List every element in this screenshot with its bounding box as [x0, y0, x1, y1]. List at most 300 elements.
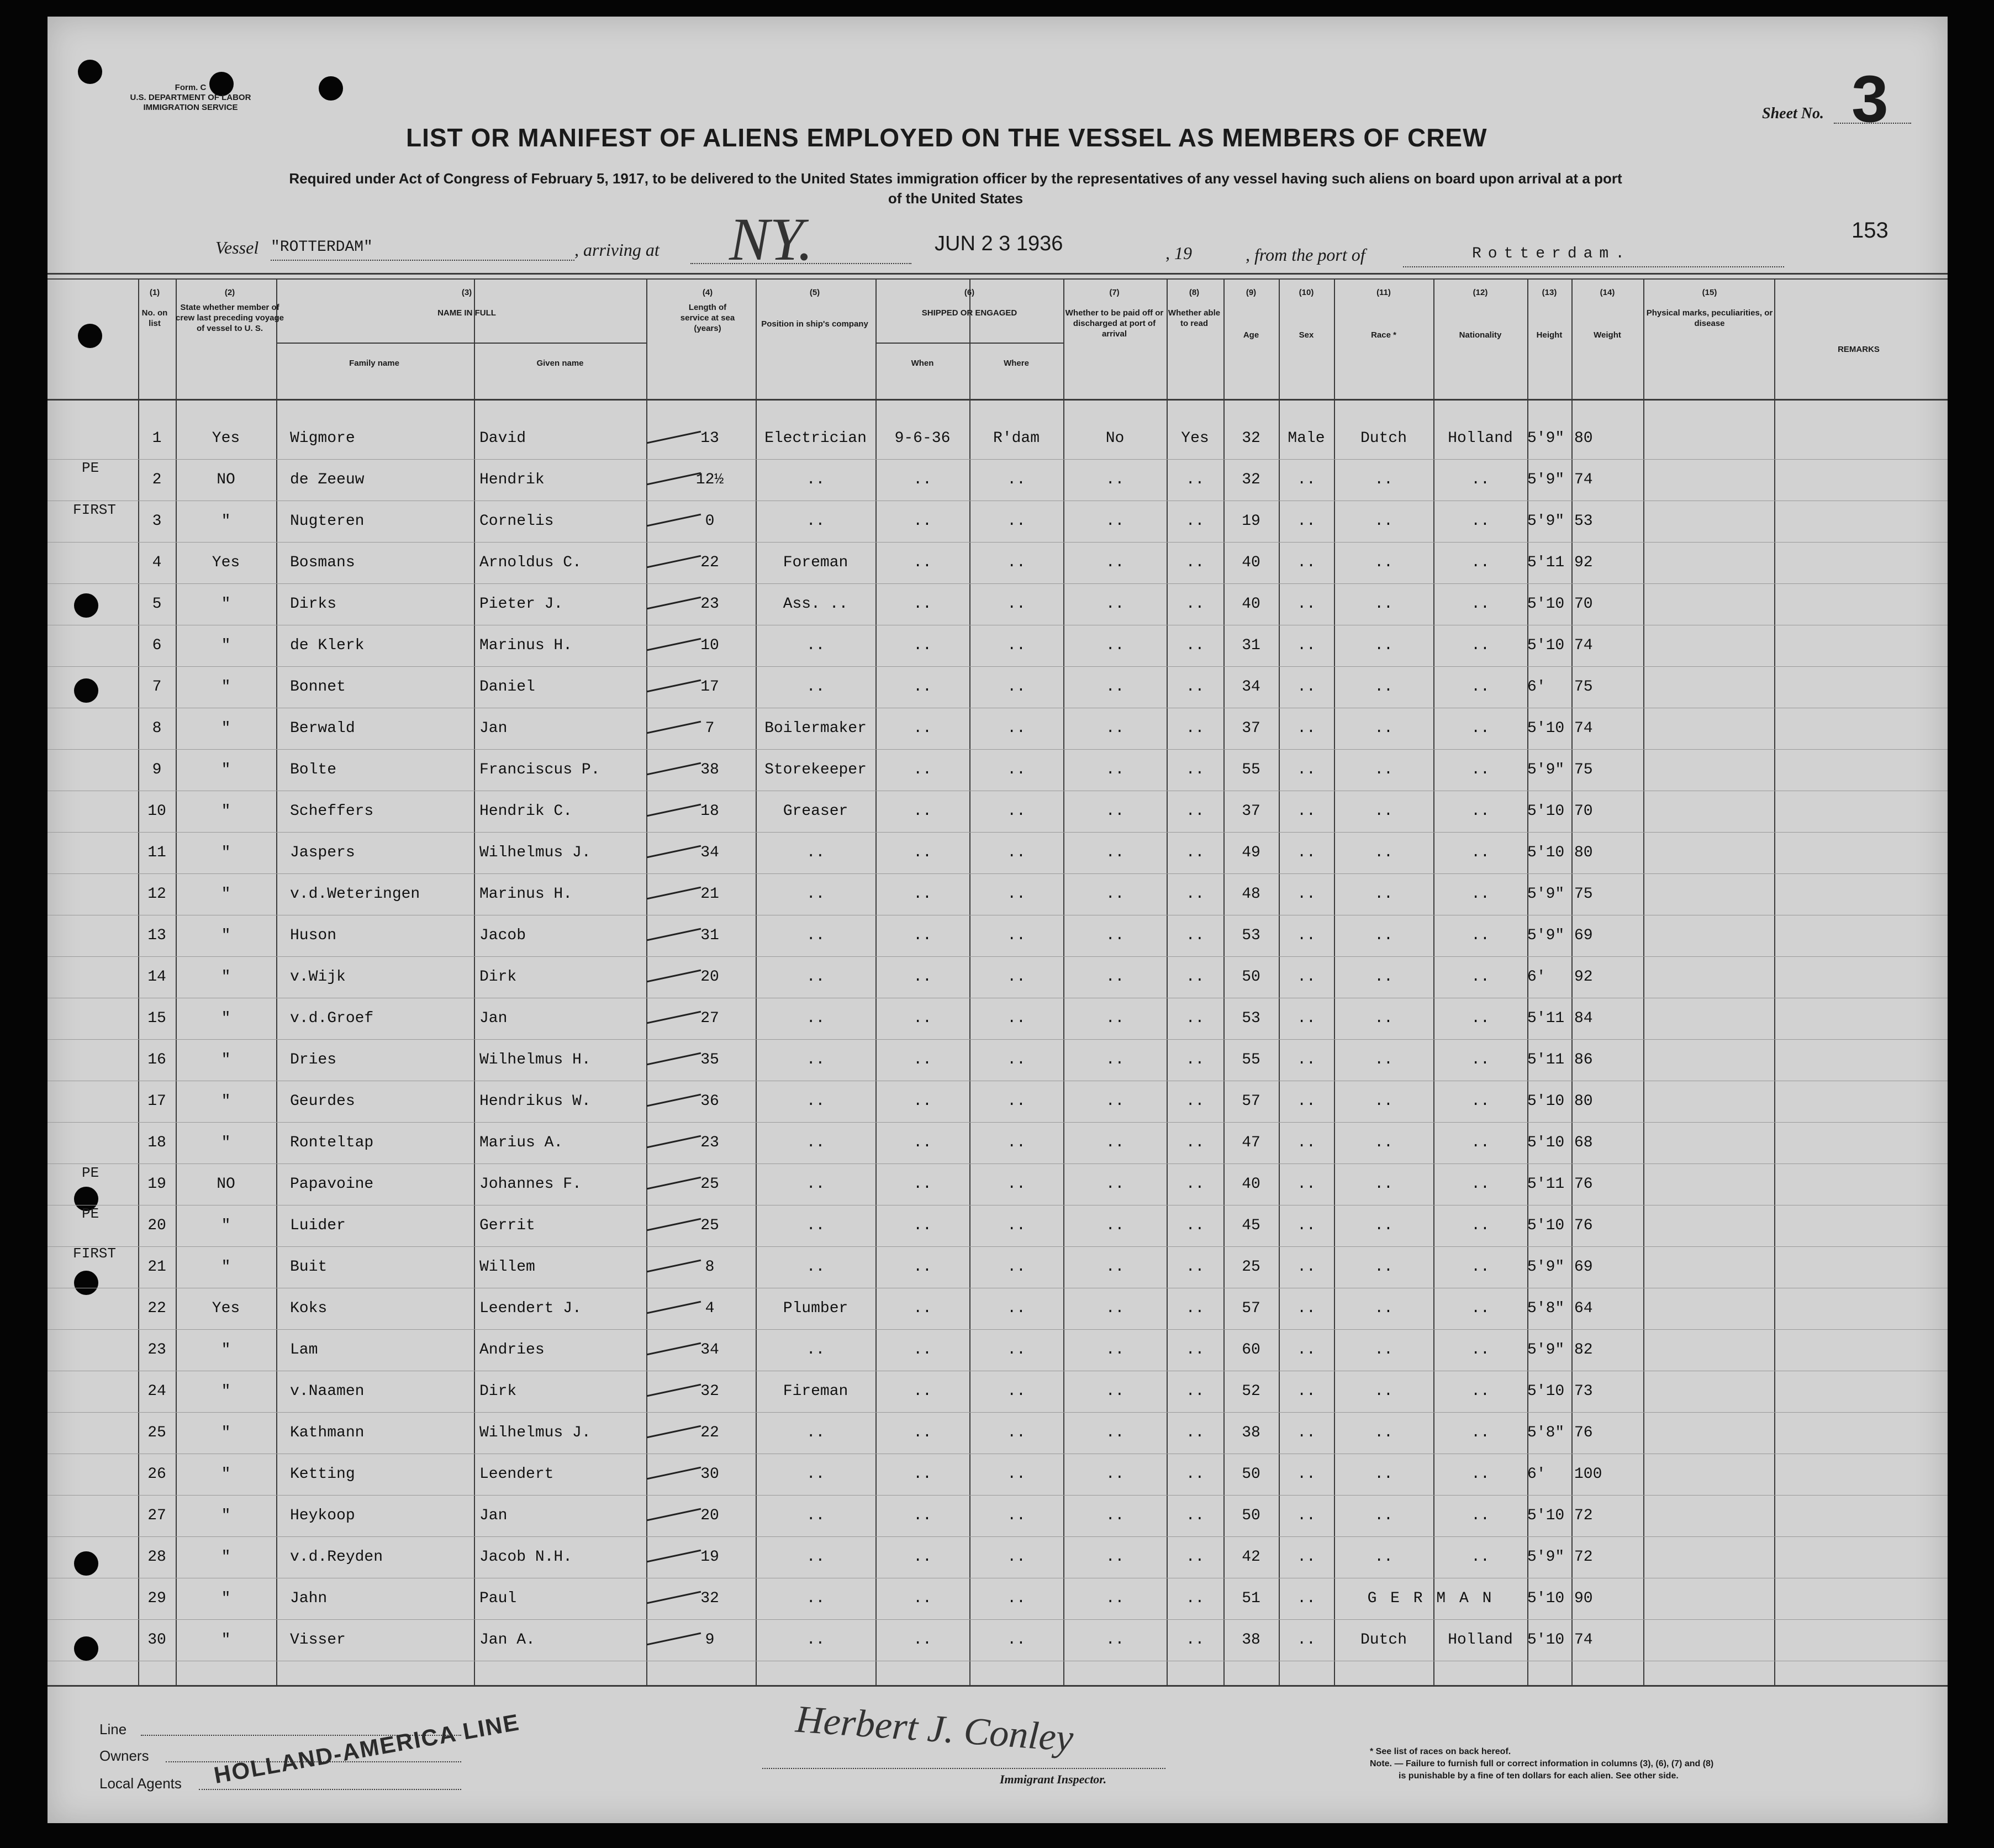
- cell-family: Geurdes: [290, 1093, 355, 1110]
- cell-position: ..: [806, 1051, 825, 1068]
- cell-race: ..: [1374, 471, 1393, 488]
- cell-when: 9-6-36: [894, 430, 951, 447]
- cell-no: 22: [147, 1300, 166, 1317]
- col-3-header: (3) NAME IN FULL: [437, 288, 496, 318]
- cell-no: 6: [152, 637, 162, 654]
- cell-paid: ..: [1105, 1424, 1125, 1441]
- cell-prev: ": [221, 927, 231, 944]
- cell-no: 21: [147, 1259, 166, 1276]
- sheet-label: Sheet No.: [1762, 105, 1824, 122]
- cell-family: Bonnet: [290, 678, 346, 696]
- cell-height: 5'8": [1527, 1424, 1565, 1441]
- cell-when: ..: [913, 1217, 932, 1234]
- cell-paid: ..: [1105, 596, 1125, 613]
- cell-read: ..: [1185, 1549, 1205, 1566]
- cell-where: ..: [1007, 1507, 1026, 1524]
- cell-where: R'dam: [993, 430, 1040, 447]
- row-rule: [48, 832, 1948, 833]
- cell-sex: ..: [1297, 1093, 1316, 1110]
- cell-no: 9: [152, 761, 162, 778]
- cell-paid: ..: [1105, 1217, 1125, 1234]
- cell-read: ..: [1185, 637, 1205, 654]
- cell-prev: ": [221, 1341, 231, 1359]
- cell-sex: ..: [1297, 1549, 1316, 1566]
- cell-weight: 80: [1574, 1093, 1593, 1110]
- cell-no: 28: [147, 1549, 166, 1566]
- cell-height: 5'11: [1527, 1051, 1565, 1068]
- cell-service: 4: [705, 1300, 715, 1317]
- col-4-header: (4) Length of service at sea (years): [680, 288, 735, 333]
- cell-paid: ..: [1105, 1010, 1125, 1027]
- cell-sex: ..: [1297, 720, 1316, 737]
- cell-sex: ..: [1297, 471, 1316, 488]
- cell-paid: ..: [1105, 1259, 1125, 1276]
- cell-read: ..: [1185, 1010, 1205, 1027]
- cell-prev: ": [221, 1507, 231, 1524]
- cell-no: 16: [147, 1051, 166, 1068]
- cell-family: v.Wijk: [290, 968, 346, 986]
- cell-nat: Holland: [1448, 430, 1513, 447]
- cell-service: 32: [700, 1383, 719, 1400]
- cell-age: 50: [1242, 968, 1260, 986]
- footnote-penalty: Note. — Failure to furnish full or correct information in columns (3), (6), (7) and (8): [1370, 1759, 1714, 1768]
- cell-family: Kathmann: [290, 1424, 365, 1441]
- cell-weight: 75: [1574, 761, 1593, 778]
- cell-when: ..: [913, 1507, 932, 1524]
- cell-sex: Male: [1288, 430, 1325, 447]
- cell-family: v.d.Reyden: [290, 1549, 383, 1566]
- cell-prev: ": [221, 720, 231, 737]
- margin-note: FIRST: [73, 502, 117, 518]
- cell-weight: 82: [1574, 1341, 1593, 1359]
- cell-family: v.d.Groef: [290, 1010, 374, 1027]
- cell-prev: ": [221, 968, 231, 986]
- cell-paid: ..: [1105, 471, 1125, 488]
- arriving-port: NY.: [729, 206, 813, 273]
- cell-sex: ..: [1297, 1590, 1316, 1607]
- punch-hole: [74, 1271, 98, 1295]
- cell-prev: ": [221, 1424, 231, 1441]
- cell-nat: ..: [1471, 1010, 1490, 1027]
- cell-prev: ": [221, 1590, 231, 1607]
- cell-when: ..: [913, 1176, 932, 1193]
- cell-prev: ": [221, 1051, 231, 1068]
- cell-paid: ..: [1105, 1549, 1125, 1566]
- cell-sex: ..: [1297, 1631, 1316, 1649]
- punch-hole: [78, 60, 102, 84]
- cell-age: 60: [1242, 1341, 1260, 1359]
- row-rule: [48, 873, 1948, 874]
- cell-given: Jacob N.H.: [479, 1549, 573, 1566]
- cell-sex: ..: [1297, 761, 1316, 778]
- cell-height: 5'10: [1527, 844, 1565, 861]
- cell-given: Paul: [479, 1590, 517, 1607]
- cell-no: 13: [147, 927, 166, 944]
- cell-nat: ..: [1471, 678, 1490, 696]
- cell-weight: 75: [1574, 678, 1593, 696]
- cell-nat: ..: [1471, 720, 1490, 737]
- cell-race: ..: [1374, 720, 1393, 737]
- row-rule: [48, 542, 1948, 543]
- cell-service: 22: [700, 1424, 719, 1441]
- col-2-header: (2) State whether member of crew last preceding voyage of vessel to U. S.: [176, 288, 284, 333]
- cell-nat: ..: [1471, 1424, 1490, 1441]
- cell-given: Jan: [479, 1507, 508, 1524]
- cell-family: Bosmans: [290, 554, 355, 571]
- cell-position: ..: [806, 1176, 825, 1193]
- name-subrule: [276, 343, 646, 344]
- cell-where: ..: [1007, 1217, 1026, 1234]
- punch-hole: [78, 324, 102, 348]
- cell-where: ..: [1007, 1300, 1026, 1317]
- cell-prev: ": [221, 886, 231, 903]
- cell-paid: ..: [1105, 844, 1125, 861]
- cell-position: Greaser: [783, 803, 848, 820]
- cell-nat: ..: [1471, 886, 1490, 903]
- cell-where: ..: [1007, 720, 1026, 737]
- cell-height: 6': [1527, 678, 1546, 696]
- cell-sex: ..: [1297, 1134, 1316, 1151]
- cell-when: ..: [913, 1549, 932, 1566]
- cell-no: 1: [152, 430, 162, 447]
- cell-where: ..: [1007, 1590, 1026, 1607]
- cell-where: ..: [1007, 1010, 1026, 1027]
- col-5-header: (5) Position in ship's company: [761, 288, 868, 329]
- col-8-header: (8) Whether able to read: [1168, 288, 1221, 328]
- cell-sex: ..: [1297, 1300, 1316, 1317]
- cell-age: 32: [1242, 471, 1260, 488]
- cell-height: 5'10: [1527, 1507, 1565, 1524]
- footnote-races: * See list of races on back hereof.: [1370, 1747, 1511, 1756]
- cell-race: ..: [1374, 513, 1393, 530]
- cell-age: 49: [1242, 844, 1260, 861]
- signature-line: [762, 1768, 1165, 1769]
- cell-age: 57: [1242, 1300, 1260, 1317]
- cell-height: 5'11: [1527, 554, 1565, 571]
- cell-position: Fireman: [783, 1383, 848, 1400]
- cell-when: ..: [913, 720, 932, 737]
- cell-sex: ..: [1297, 1176, 1316, 1193]
- cell-no: 11: [147, 844, 166, 861]
- cell-no: 8: [152, 720, 162, 737]
- cell-where: ..: [1007, 1466, 1026, 1483]
- cell-where: ..: [1007, 886, 1026, 903]
- cell-no: 14: [147, 968, 166, 986]
- cell-family: Luider: [290, 1217, 346, 1234]
- cell-race: ..: [1374, 1341, 1393, 1359]
- cell-where: ..: [1007, 637, 1026, 654]
- date-stamp: JUN 2 3 1936: [935, 232, 1063, 255]
- cell-service: 7: [705, 720, 715, 737]
- cell-service: 21: [700, 886, 719, 903]
- row-rule: [48, 1163, 1948, 1164]
- cell-nat: ..: [1471, 637, 1490, 654]
- cell-given: Wilhelmus J.: [479, 844, 591, 861]
- cell-age: 47: [1242, 1134, 1260, 1151]
- table-top-rule: [48, 273, 1948, 275]
- col-11-header: (11) Race *: [1371, 288, 1396, 340]
- cell-given: Pieter J.: [479, 596, 563, 613]
- col-9-header: (9) Age: [1243, 288, 1259, 340]
- row-rule: [48, 666, 1948, 667]
- column-divider: [474, 278, 475, 1686]
- cell-nat: ..: [1471, 1217, 1490, 1234]
- cell-nat: ..: [1471, 1383, 1490, 1400]
- cell-race: ..: [1374, 678, 1393, 696]
- cell-position: ..: [806, 1341, 825, 1359]
- col-13-header: (13) Height: [1536, 288, 1563, 340]
- cell-given: Jan A.: [479, 1631, 535, 1649]
- cell-service: 34: [700, 1341, 719, 1359]
- cell-where: ..: [1007, 1051, 1026, 1068]
- where-header: Where: [1004, 359, 1029, 368]
- cell-sex: ..: [1297, 968, 1316, 986]
- cell-service: 8: [705, 1259, 715, 1276]
- cell-given: Wilhelmus J.: [479, 1424, 591, 1441]
- cell-read: ..: [1185, 513, 1205, 530]
- col-15-header: (15) Physical marks, peculiarities, or disease: [1646, 288, 1773, 328]
- cell-race: ..: [1374, 886, 1393, 903]
- cell-when: ..: [913, 637, 932, 654]
- cell-where: ..: [1007, 1549, 1026, 1566]
- cell-age: 40: [1242, 554, 1260, 571]
- cell-nat: ..: [1471, 803, 1490, 820]
- cell-read: ..: [1185, 720, 1205, 737]
- cell-sex: ..: [1297, 637, 1316, 654]
- cell-service: 17: [700, 678, 719, 696]
- cell-height: 5'9": [1527, 761, 1565, 778]
- cell-age: 40: [1242, 1176, 1260, 1193]
- cell-prev: Yes: [212, 1300, 240, 1317]
- cell-weight: 76: [1574, 1176, 1593, 1193]
- cell-nat: ..: [1471, 596, 1490, 613]
- footnote-penalty-cont: is punishable by a fine of ten dollars for each alien. See other side.: [1399, 1771, 1679, 1781]
- cell-where: ..: [1007, 844, 1026, 861]
- cell-family: de Zeeuw: [290, 471, 365, 488]
- cell-age: 45: [1242, 1217, 1260, 1234]
- cell-where: ..: [1007, 1383, 1026, 1400]
- header-bottom-rule: [48, 399, 1948, 401]
- cell-sex: ..: [1297, 513, 1316, 530]
- cell-where: ..: [1007, 1341, 1026, 1359]
- cell-sex: ..: [1297, 886, 1316, 903]
- cell-age: 40: [1242, 596, 1260, 613]
- cell-race: ..: [1374, 1549, 1393, 1566]
- cell-read: ..: [1185, 927, 1205, 944]
- cell-read: ..: [1185, 1383, 1205, 1400]
- cell-service: 9: [705, 1631, 715, 1649]
- cell-where: ..: [1007, 471, 1026, 488]
- margin-note: PE: [82, 1205, 99, 1222]
- cell-no: 15: [147, 1010, 166, 1027]
- cell-weight: 80: [1574, 844, 1593, 861]
- given-name-header: Given name: [536, 359, 584, 368]
- cell-paid: ..: [1105, 1134, 1125, 1151]
- punch-hole: [74, 1551, 98, 1576]
- cell-height: 5'10: [1527, 1217, 1565, 1234]
- cell-prev: ": [221, 1134, 231, 1151]
- column-divider: [1643, 278, 1644, 1686]
- cell-read: ..: [1185, 1424, 1205, 1441]
- table-top-rule-2: [48, 278, 1948, 280]
- subtitle-line-1: Required under Act of Congress of February 5, 1917, to be delivered to the United States immigration officer by the representatives of any vessel having such aliens on board upon arrival at a port: [289, 170, 1622, 187]
- cell-prev: ": [221, 844, 231, 861]
- cell-age: 38: [1242, 1424, 1260, 1441]
- cell-weight: 74: [1574, 1631, 1593, 1649]
- cell-paid: ..: [1105, 1176, 1125, 1193]
- cell-nat: ..: [1471, 554, 1490, 571]
- cell-paid: ..: [1105, 678, 1125, 696]
- cell-race: ..: [1374, 761, 1393, 778]
- cell-position: ..: [806, 1217, 825, 1234]
- cell-height: 5'9": [1527, 513, 1565, 530]
- cell-given: Wilhelmus H.: [479, 1051, 591, 1068]
- sheet-number: 3: [1851, 62, 1889, 136]
- cell-read: ..: [1185, 968, 1205, 986]
- cell-no: 24: [147, 1383, 166, 1400]
- cell-age: 31: [1242, 637, 1260, 654]
- cell-sex: ..: [1297, 1010, 1316, 1027]
- cell-age: 25: [1242, 1259, 1260, 1276]
- cell-given: Marius A.: [479, 1134, 563, 1151]
- cell-nat: ..: [1471, 927, 1490, 944]
- cell-read: ..: [1185, 844, 1205, 861]
- cell-no: 2: [152, 471, 162, 488]
- row-rule: [48, 1619, 1948, 1620]
- cell-where: ..: [1007, 1134, 1026, 1151]
- cell-position: ..: [806, 471, 825, 488]
- cell-no: 30: [147, 1631, 166, 1649]
- cell-prev: ": [221, 803, 231, 820]
- cell-height: 5'10: [1527, 1590, 1565, 1607]
- cell-prev: ": [221, 1010, 231, 1027]
- form-label: Form. C: [175, 83, 207, 92]
- year-label: , 19: [1165, 243, 1192, 263]
- cell-given: Hendrikus W.: [479, 1093, 591, 1110]
- cell-family: Huson: [290, 927, 337, 944]
- cell-where: ..: [1007, 513, 1026, 530]
- cell-when: ..: [913, 1383, 932, 1400]
- cell-position: ..: [806, 1631, 825, 1649]
- cell-where: ..: [1007, 761, 1026, 778]
- cell-when: ..: [913, 761, 932, 778]
- cell-when: ..: [913, 1134, 932, 1151]
- vessel-label: Vessel: [215, 238, 259, 257]
- cell-service: 27: [700, 1010, 719, 1027]
- col-6-header: (6) SHIPPED OR ENGAGED: [921, 288, 1017, 318]
- cell-when: ..: [913, 1590, 932, 1607]
- cell-no: 4: [152, 554, 162, 571]
- cell-race: ..: [1374, 1300, 1393, 1317]
- cell-paid: No: [1105, 430, 1125, 447]
- cell-family: v.d.Weteringen: [290, 886, 420, 903]
- cell-weight: 84: [1574, 1010, 1593, 1027]
- cell-paid: ..: [1105, 1507, 1125, 1524]
- cell-paid: ..: [1105, 1466, 1125, 1483]
- cell-read: ..: [1185, 1259, 1205, 1276]
- cell-family: Dries: [290, 1051, 337, 1068]
- cell-weight: 75: [1574, 886, 1593, 903]
- cell-race: ..: [1374, 1010, 1393, 1027]
- cell-paid: ..: [1105, 554, 1125, 571]
- cell-read: ..: [1185, 1134, 1205, 1151]
- cell-sex: ..: [1297, 554, 1316, 571]
- cell-read: ..: [1185, 761, 1205, 778]
- cell-family: Nugteren: [290, 513, 365, 530]
- cell-family: Jaspers: [290, 844, 355, 861]
- cell-position: Electrician: [764, 430, 867, 447]
- cell-family: Bolte: [290, 761, 337, 778]
- cell-prev: ": [221, 1466, 231, 1483]
- row-rule: [48, 1122, 1948, 1123]
- cell-position: ..: [806, 678, 825, 696]
- cell-race: ..: [1374, 844, 1393, 861]
- cell-prev: NO: [217, 471, 235, 488]
- cell-nat: ..: [1471, 968, 1490, 986]
- cell-race: ..: [1374, 1259, 1393, 1276]
- cell-when: ..: [913, 1341, 932, 1359]
- cell-when: ..: [913, 596, 932, 613]
- cell-paid: ..: [1105, 513, 1125, 530]
- cell-position: ..: [806, 1590, 825, 1607]
- cell-height: 5'11: [1527, 1176, 1565, 1193]
- cell-weight: 70: [1574, 596, 1593, 613]
- cell-where: ..: [1007, 1424, 1026, 1441]
- cell-given: Arnoldus C.: [479, 554, 582, 571]
- cell-race: ..: [1374, 803, 1393, 820]
- cell-paid: ..: [1105, 720, 1125, 737]
- cell-race: ..: [1374, 1217, 1393, 1234]
- cell-service: 0: [705, 513, 715, 530]
- cell-no: 10: [147, 803, 166, 820]
- cell-when: ..: [913, 513, 932, 530]
- cell-position: ..: [806, 1259, 825, 1276]
- margin-note: PE: [82, 460, 99, 476]
- cell-race: ..: [1374, 596, 1393, 613]
- cell-weight: 76: [1574, 1424, 1593, 1441]
- cell-when: ..: [913, 927, 932, 944]
- cell-position: ..: [806, 513, 825, 530]
- cell-where: ..: [1007, 968, 1026, 986]
- cell-race: Dutch: [1360, 1631, 1407, 1649]
- vessel-line: [271, 260, 574, 261]
- cell-nat: ..: [1471, 1093, 1490, 1110]
- cell-when: ..: [913, 678, 932, 696]
- cell-given: David: [479, 430, 526, 447]
- cell-position: ..: [806, 968, 825, 986]
- col-12-header: (12) Nationality: [1459, 288, 1502, 340]
- punch-hole: [74, 1636, 98, 1661]
- cell-height: 5'10: [1527, 1093, 1565, 1110]
- cell-paid: ..: [1105, 1341, 1125, 1359]
- cell-service: 20: [700, 968, 719, 986]
- cell-weight: 92: [1574, 968, 1593, 986]
- cell-service: 10: [700, 637, 719, 654]
- cell-family: Ketting: [290, 1466, 355, 1483]
- cell-nat: ..: [1471, 761, 1490, 778]
- cell-height: 5'9": [1527, 1549, 1565, 1566]
- cell-position: Plumber: [783, 1300, 848, 1317]
- cell-service: 20: [700, 1507, 719, 1524]
- cell-read: ..: [1185, 554, 1205, 571]
- cell-prev: ": [221, 1549, 231, 1566]
- cell-given: Marinus H.: [479, 886, 573, 903]
- cell-read: ..: [1185, 1466, 1205, 1483]
- cell-height: 5'10: [1527, 596, 1565, 613]
- cell-given: Dirk: [479, 1383, 517, 1400]
- cell-where: ..: [1007, 927, 1026, 944]
- cell-read: ..: [1185, 1051, 1205, 1068]
